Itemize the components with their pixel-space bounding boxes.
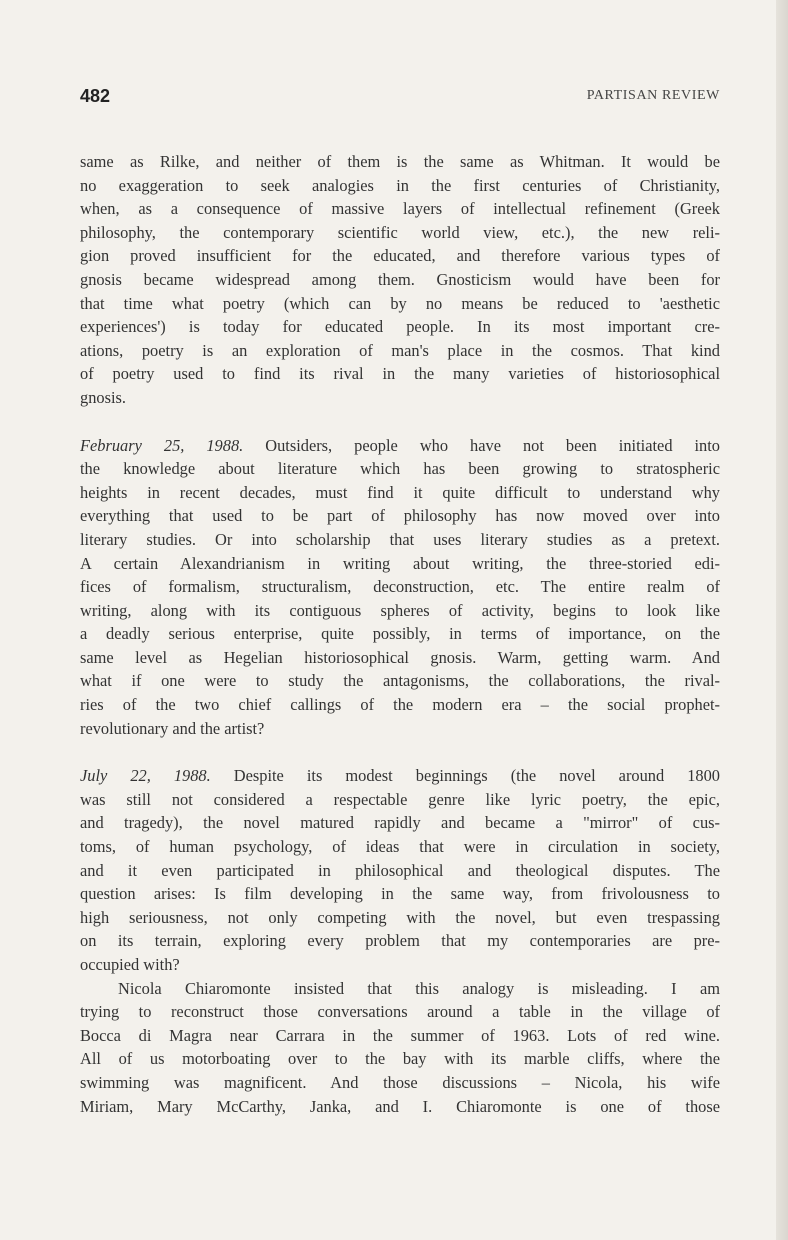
text-line: writing, along with its contiguous spheres of activity, begins to look like — [80, 600, 720, 620]
text-line: All of us motorboating over to the bay with its marble cliffs, where the — [80, 1049, 720, 1069]
text-line: ations, poetry is an exploration of man's place in the cosmos. That kind — [80, 340, 720, 360]
running-head — [80, 86, 720, 110]
text-line: Nicola Chiaromonte insisted that this analogy is misleading. I am — [118, 978, 720, 998]
text-line: high seriousness, not only competing with the novel, but even trespassing — [80, 907, 720, 927]
text-line: and tragedy), the novel matured rapidly and became a "mirror" of cus- — [80, 813, 720, 833]
text-line: the knowledge about literature which has been growing to stratospheric — [80, 459, 720, 479]
text-line: gnosis became widespread among them. Gnosticism would have been for — [80, 269, 720, 289]
text-line: same level as Hegelian historiosophical gnosis. Warm, getting warm. And — [80, 647, 720, 667]
text-line: A certain Alexandrianism in writing about writing, the three-storied edi- — [80, 553, 720, 573]
text-line: occupied with? — [80, 955, 180, 974]
text-line: literary studies. Or into scholarship that uses literary studies as a pretext. — [80, 529, 720, 549]
text-fragment: Outsiders, people who have not been initiated into — [243, 435, 721, 455]
text-fragment: Despite its modest beginnings (the novel around 1800 — [210, 766, 720, 786]
text-line: philosophy, the contemporary scientific world view, etc.), the new reli- — [80, 222, 720, 242]
text-line: swimming was magnificent. And those discussions – Nicola, his wife — [80, 1072, 720, 1092]
paragraph-2 — [80, 434, 720, 741]
text-line: gnosis. — [80, 387, 126, 407]
text-line: fices of formalism, structuralism, deconstruction, etc. The entire realm of — [80, 577, 720, 597]
text-line: of poetry used to find its rival in the many varieties of historiosophical — [80, 364, 720, 384]
text-line: trying to reconstruct those conversations around a table in the village of — [80, 1002, 720, 1022]
text-line: same as Rilke, and neither of them is the same as Whitman. It would be — [80, 152, 720, 171]
text-line: and it even participated in philosophical and theological disputes. The — [80, 860, 720, 880]
text-line: everything that used to be part of philosophy has now moved over into — [80, 506, 720, 526]
page-number: 482 — [80, 86, 111, 106]
text-line: Miriam, Mary McCarthy, Janka, and I. Chiaromonte is one of those — [80, 1096, 720, 1116]
paragraph-gap — [80, 740, 720, 764]
text-line: that time what poetry (which can by no means be reduced to 'aesthetic — [80, 293, 720, 313]
text-line: what if one were to study the antagonisms, the collaborations, the rival- — [80, 671, 720, 691]
paragraph-1 — [80, 150, 720, 410]
text-line — [80, 764, 720, 788]
text-line: was still not considered a respectable genre like lyric poetry, the epic, — [80, 789, 720, 809]
entry-date: July 22, 1988. — [80, 766, 211, 786]
text-line: a deadly serious enterprise, quite possibly, in terms of importance, on the — [80, 624, 720, 644]
entry-date: February 25, 1988. — [80, 435, 244, 455]
text-line: when, as a consequence of massive layers of intellectual refinement (Greek — [80, 199, 720, 219]
body-text — [80, 150, 720, 1118]
text-line: no exaggeration to seek analogies in the first centuries of Christianity, — [80, 175, 720, 195]
text-line: on its terrain, exploring every problem that my contemporaries are pre- — [80, 931, 720, 951]
paragraph-4 — [80, 977, 720, 1119]
page-edge — [776, 0, 788, 1240]
text-line: question arises: Is film developing in the same way, from frivolousness to — [80, 884, 720, 904]
text-line: Bocca di Magra near Carrara in the summer of 1963. Lots of red wine. — [80, 1025, 720, 1045]
journal-title: PARTISAN REVIEW — [586, 88, 720, 103]
paragraph-gap — [80, 410, 720, 434]
text-line: toms, of human psychology, of ideas that were in circulation in society, — [80, 837, 720, 857]
text-line: revolutionary and the artist? — [80, 718, 265, 738]
text-line: heights in recent decades, must find it quite difficult to understand why — [80, 482, 720, 502]
text-line: ries of the two chief callings of the modern era – the social prophet- — [80, 695, 720, 715]
text-line — [80, 434, 720, 458]
text-line: gion proved insufficient for the educated, and therefore various types of — [80, 246, 720, 266]
text-line: experiences') is today for educated people. In its most important cre- — [80, 317, 720, 337]
paragraph-3 — [80, 764, 720, 976]
